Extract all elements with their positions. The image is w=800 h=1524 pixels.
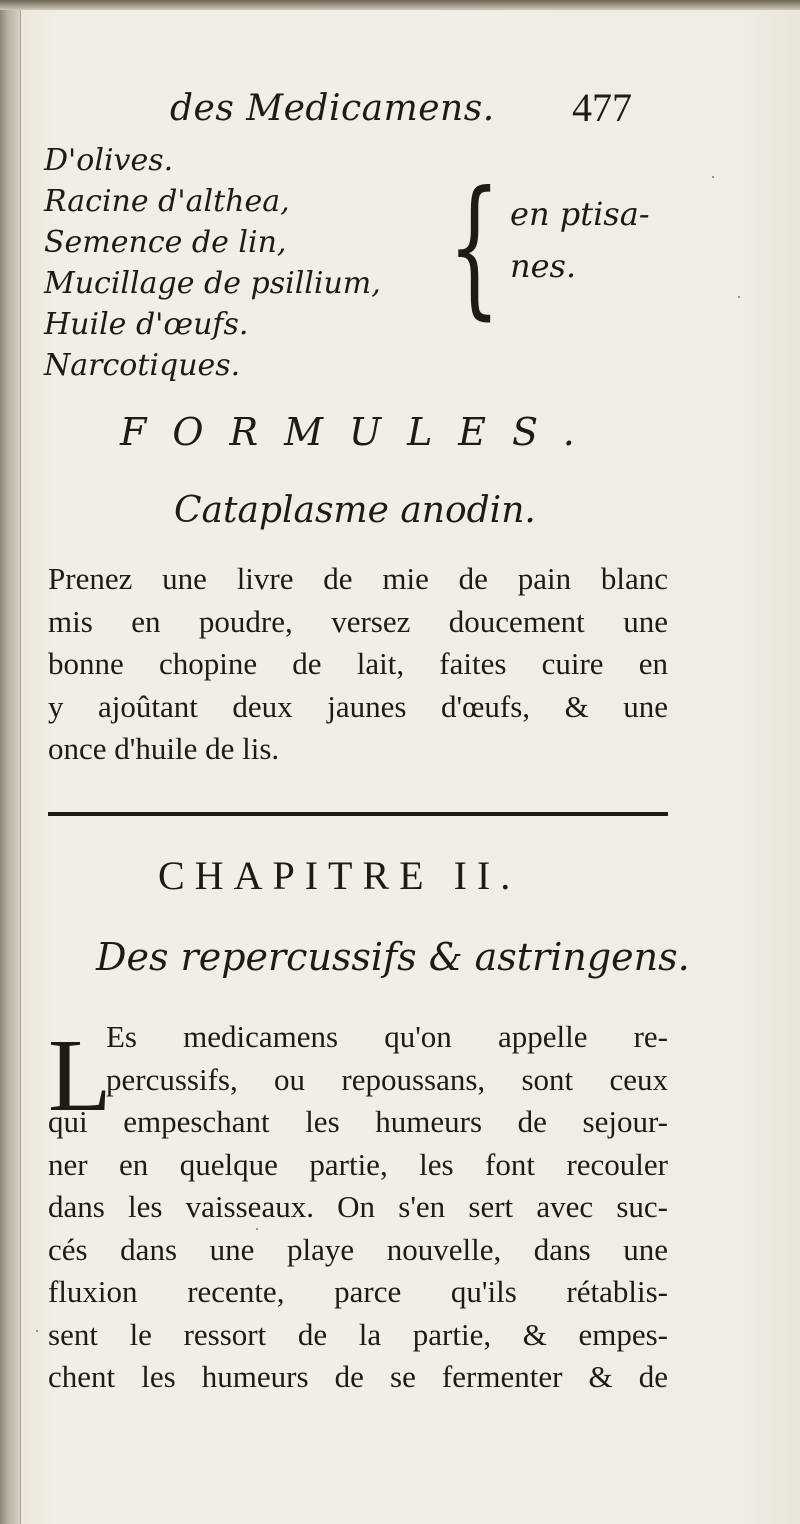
- paper-speck: [712, 176, 714, 178]
- book-binding: [0, 0, 21, 1524]
- chapter-subtitle: Des repercussifs & astringens.: [96, 935, 690, 979]
- page-number: 477: [572, 85, 632, 130]
- list-item: Narcotiques.: [44, 348, 241, 383]
- text-line: qui empeschant les humeurs de sejour-: [48, 1104, 668, 1139]
- paper-speck: [256, 1228, 258, 1230]
- formula-title: Cataplasme anodin.: [174, 490, 536, 531]
- curly-brace-icon: {: [448, 160, 501, 334]
- text-line: bonne chopine de lait, faites cuire en: [48, 646, 668, 681]
- brace-note: [510, 188, 650, 292]
- chapter-paragraph: [48, 1016, 668, 1399]
- list-item: Semence de lin,: [44, 225, 287, 260]
- text-line: Prenez une livre de mie de pain blanc: [48, 561, 668, 596]
- text-line: y ajoûtant deux jaunes d'œufs, & une: [48, 688, 668, 724]
- running-header: des Medicamens.: [170, 88, 495, 129]
- brace-note-line: nes.: [510, 247, 577, 285]
- list-item: Huile d'œufs.: [44, 307, 249, 342]
- text-line: cés dans une playe nouvelle, dans une: [48, 1231, 668, 1267]
- text-line: fluxion recente, parce qu'ils rétablis-: [48, 1274, 668, 1309]
- paper-speck: [738, 296, 740, 298]
- list-item: Racine d'althea,: [44, 184, 290, 219]
- text-line: sent le ressort de la partie, & empes-: [48, 1316, 668, 1352]
- chapter-title: CHAPITRE II.: [158, 853, 521, 898]
- formula-paragraph: [48, 558, 668, 771]
- ingredient-list: [44, 140, 381, 386]
- text-line: chent les humeurs de se fermenter & de: [48, 1359, 668, 1394]
- text-line: Es medicamens qu'on appelle re-: [106, 1019, 668, 1054]
- list-item: Mucillage de psillium,: [44, 266, 381, 301]
- text-line: ner en quelque partie, les font recouler: [48, 1146, 668, 1182]
- text-line: mis en poudre, versez doucement une: [48, 603, 668, 639]
- brace-note-line: en ptisa-: [510, 195, 650, 233]
- formulas-heading: FORMULES.: [120, 410, 601, 454]
- drop-cap: L: [48, 1018, 112, 1133]
- text-line: percussifs, ou repoussans, sont ceux: [106, 1061, 668, 1097]
- list-item: D'olives.: [44, 143, 174, 178]
- divider-rule: [48, 812, 668, 816]
- page-top-edge: [0, 0, 800, 10]
- text-line: dans les vaisseaux. On s'en sert avec suc-: [48, 1189, 668, 1224]
- text-line: once d'huile de lis.: [48, 731, 280, 766]
- paper-speck: [36, 1330, 38, 1332]
